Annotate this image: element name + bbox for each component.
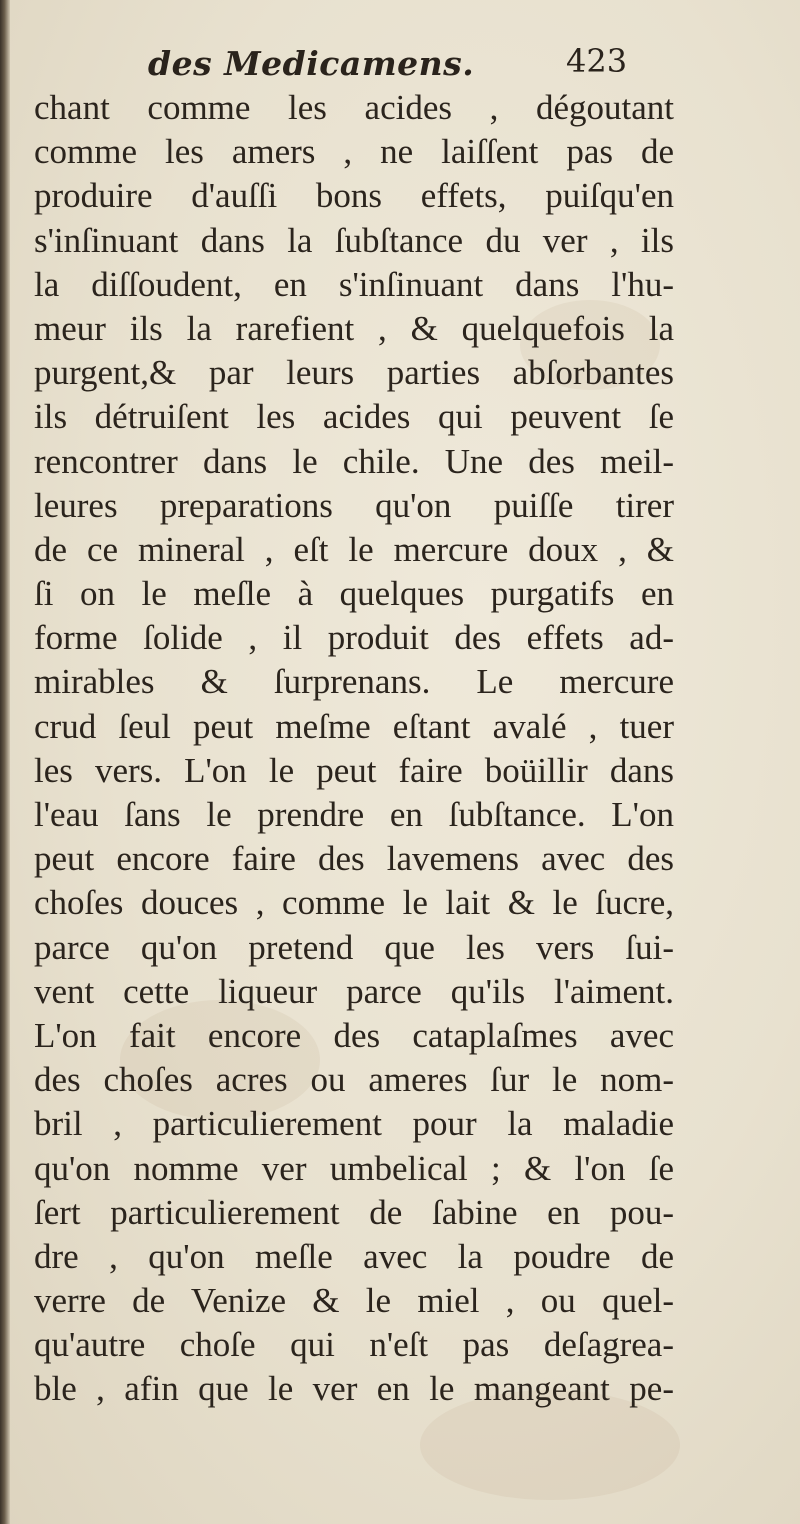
text-line: forme ſolide , il produit des effets ad- [34,618,674,658]
text-line: ble , afin que le ver en le mangeant pe- [34,1369,674,1409]
running-title: des Medicamens. [148,44,475,83]
text-line: ſi on le meſle à quelques purgatifs en [34,574,674,614]
text-line: verre de Venize & le miel , ou quel- [34,1281,674,1321]
text-line: s'inſinuant dans la ſubſtance du ver , ils [34,220,674,260]
text-line: chant comme les acides , dégoutant [34,88,674,127]
text-line: de ce mineral , eſt le mercure doux , & [34,529,674,569]
text-line: dre , qu'on meſle avec la poudre de [34,1236,674,1276]
text-line: qu'autre choſe qui n'eſt pas deſagrea- [34,1325,674,1365]
text-line: comme les amers , ne laiſſent pas de [34,132,674,172]
text-line: crud ſeul peut meſme eſtant avalé , tuer [34,706,674,746]
text-line: qu'on nomme ver umbelical ; & l'on ſe [34,1148,674,1188]
text-line: ils détruiſent les acides qui peuvent ſe [34,397,674,437]
text-line: purgent,& par leurs parties abſorbantes [34,353,674,393]
text-line: choſes douces , comme le lait & le ſucre, [34,883,674,923]
text-line: la diſſoudent, en s'inſinuant dans l'hu- [34,264,674,304]
text-line: peut encore faire des lavemens avec des [34,839,674,879]
text-line: les vers. L'on le peut faire boüillir dans [34,750,674,790]
body-text [34,86,674,1412]
text-line: produire d'auſſi bons effets, puiſqu'en [34,176,674,216]
text-line: bril , particulierement pour la maladie [34,1104,674,1144]
text-line: mirables & ſurprenans. Le mercure [34,662,674,702]
page-number: 423 [566,42,628,80]
text-line: L'on fait encore des cataplaſmes avec [34,1015,674,1055]
text-line: des choſes acres ou ameres ſur le nom- [34,1060,674,1100]
text-line: leures preparations qu'on puiſſe tirer [34,485,674,525]
text-line: l'eau ſans le prendre en ſubſtance. L'on [34,795,674,834]
text-line: parce qu'on pretend que les vers ſui- [34,927,674,967]
text-line: ſert particulierement de ſabine en pou- [34,1192,674,1232]
text-line: meur ils la rarefient , & quelquefois la [34,308,674,348]
page-spine-edge [0,0,10,1524]
text-line: vent cette liqueur parce qu'ils l'aiment. [34,971,674,1011]
text-line: rencontrer dans le chile. Une des meil- [34,441,674,481]
